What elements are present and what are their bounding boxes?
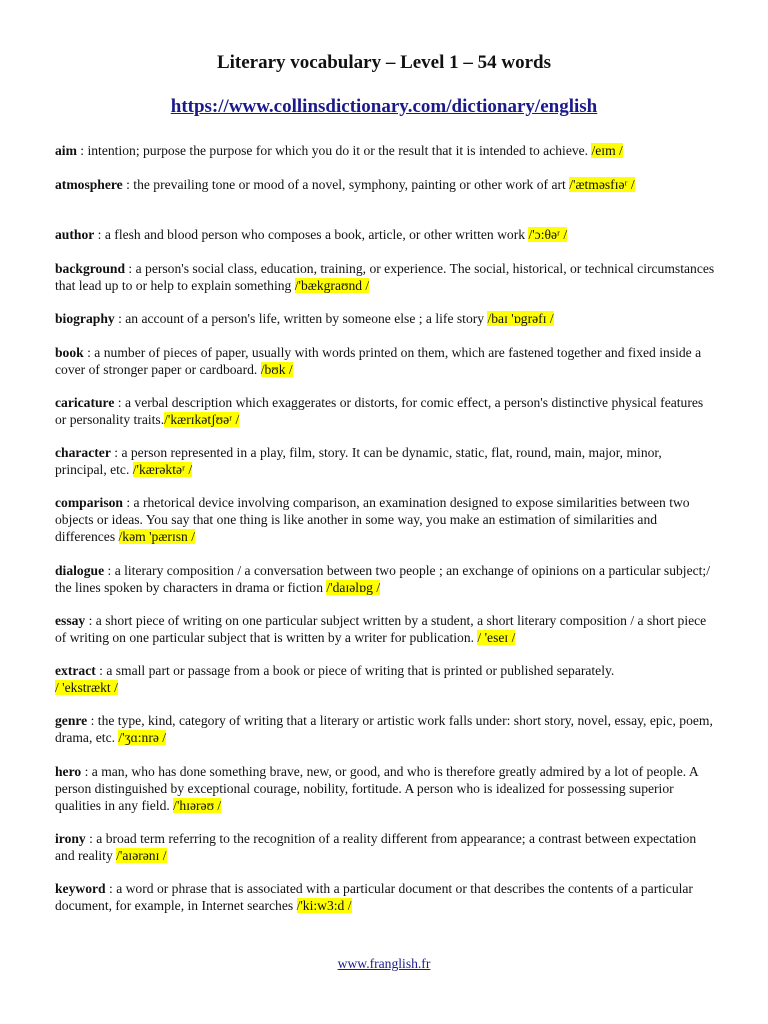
entry-term: comparison — [55, 495, 123, 510]
entry-dialogue — [55, 562, 715, 596]
entry-irony — [55, 830, 715, 864]
dictionary-link-line — [0, 96, 768, 118]
entry-separator: : — [122, 177, 134, 192]
entry-term: character — [55, 445, 111, 460]
entry-separator: : — [76, 143, 88, 158]
entry-term: biography — [55, 311, 115, 326]
entry-term: extract — [55, 663, 96, 678]
entry-definition: the prevailing tone or mood of a novel, symphony, painting or other work of art — [133, 177, 570, 192]
entry-book — [55, 344, 715, 378]
entry-phonetic: /'ætməsfɪəʳ / — [569, 177, 635, 192]
entry-definition: a flesh and blood person who composes a book, article, or other written work — [104, 227, 529, 242]
entry-term: essay — [55, 613, 86, 628]
entry-separator: : — [95, 663, 107, 678]
entry-essay — [55, 612, 715, 646]
entry-definition: a small part or passage from a book or piece of writing that is printed or published separately. — [106, 663, 615, 678]
entry-atmosphere — [55, 176, 715, 193]
entry-separator: : — [104, 563, 115, 578]
entry-term: author — [55, 227, 95, 242]
entry-phonetic: /'daɪəlɒg / — [326, 580, 381, 595]
entry-background — [55, 260, 715, 294]
entry-definition: a broad term referring to the recognition of a reality different from appearance; a contrast between expectation and reality — [55, 831, 697, 863]
entry-phonetic: /'bækgraʊnd / — [294, 278, 370, 293]
entry-definition: the type, kind, category of writing that a literary or artistic work falls under: short story, novel, essay, epic, poem, drama, etc. — [55, 713, 713, 745]
entry-author — [55, 226, 715, 243]
entry-character — [55, 444, 715, 478]
entry-phonetic: /'ki:w3:d / — [296, 898, 352, 913]
entry-definition: a man, who has done something brave, new, or good, and who is therefore greatly admired by a lot of people. A person distinguished by exceptional courage, nobility, fortitude. A person who is idealized for possessing superior qualities in any field. — [55, 764, 698, 813]
entry-phonetic: /bʊk / — [260, 362, 293, 377]
entry-separator: : — [110, 445, 122, 460]
entry-term: hero — [55, 764, 82, 779]
entry-term: irony — [55, 831, 86, 846]
entry-phonetic: /'hɪərəʊ / — [173, 798, 222, 813]
entry-definition: intention; purpose the purpose for which you do it or the result that it is intended to achieve. — [87, 143, 592, 158]
entry-term: book — [55, 345, 84, 360]
entry-term: caricature — [55, 395, 115, 410]
entry-phonetic: / 'eseɪ / — [477, 630, 516, 645]
entry-term: background — [55, 261, 126, 276]
entry-term: dialogue — [55, 563, 105, 578]
entry-phonetic: /'aɪərənɪ / — [116, 848, 167, 863]
entry-separator: : — [83, 345, 95, 360]
entry-separator: : — [114, 395, 125, 410]
entry-term: keyword — [55, 881, 106, 896]
entry-comparison — [55, 494, 715, 545]
entry-phonetic: /'ɔ:θəʳ / — [528, 227, 568, 242]
dictionary-link[interactable]: https://www.collinsdictionary.com/dictionary/english — [170, 96, 598, 117]
entry-biography — [55, 310, 715, 327]
entry-separator: : — [105, 881, 117, 896]
entry-keyword — [55, 880, 715, 914]
entry-term: genre — [55, 713, 88, 728]
entry-separator: : — [122, 495, 134, 510]
entry-phonetic: /'kærəktəʳ / — [132, 462, 193, 477]
entry-separator: : — [85, 831, 97, 846]
entry-term: aim — [55, 143, 77, 158]
entry-definition: a rhetorical device involving comparison, an examination designed to expose similarities between two objects or ideas. You say that one thing is like another in some way, you make an estimation of similarities and differences — [55, 495, 690, 544]
entry-genre — [55, 712, 715, 746]
entry-separator: : — [125, 261, 136, 276]
entry-phonetic: /kəm 'pærɪsn / — [118, 529, 195, 544]
entry-caricature — [55, 394, 715, 428]
entry-phonetic: /baɪ 'ɒgrəfɪ / — [487, 311, 554, 326]
entry-definition: a literary composition / a conversation between two people ; an exchange of opinions on a particular subject;/ the lines spoken by characters in drama or fiction — [55, 563, 710, 595]
entry-hero — [55, 763, 715, 814]
entry-phonetic: /'kærɪkətʃʊəʳ / — [164, 412, 240, 427]
entry-definition: a person represented in a play, film, story. It can be dynamic, static, flat, round, main, major, minor, principal, etc. — [55, 445, 662, 477]
entry-definition: a number of pieces of paper, usually with words printed on them, which are fastened together and fixed inside a cover of stronger paper or cardboard. — [55, 345, 702, 377]
entry-term: atmosphere — [55, 177, 123, 192]
entry-definition: a person's social class, education, training, or experience. The social, historical, or technical circumstances that lead up to or help to explain something — [55, 261, 715, 293]
entry-separator: : — [114, 311, 126, 326]
entry-separator: : — [81, 764, 92, 779]
entry-separator: : — [87, 713, 98, 728]
entry-definition: a word or phrase that is associated with a particular document or that describes the contents of a particular document, for example, in Internet searches — [55, 881, 693, 913]
entry-extract — [55, 662, 715, 696]
entry-separator: : — [85, 613, 96, 628]
entry-phonetic: /eɪm / — [591, 143, 623, 158]
page-title: Literary vocabulary – Level 1 – 54 words — [216, 52, 552, 73]
footer — [0, 956, 768, 972]
entry-separator: : — [94, 227, 105, 242]
footer-link[interactable]: www.franglish.fr — [337, 956, 431, 971]
entry-definition: an account of a person's life, written by someone else ; a life story — [125, 311, 488, 326]
entry-aim — [55, 142, 715, 159]
entry-definition: a verbal description which exaggerates or distorts, for comic effect, a person's distinctive physical features or personality traits. — [55, 395, 704, 427]
entry-phonetic: /'ʒɑ:nrə / — [118, 730, 167, 745]
entry-phonetic: / 'ekstrækt / — [55, 680, 118, 695]
entry-definition: a short piece of writing on one particular subject written by a student, a short literary composition / a short piece of writing on one particular subject that is written by a writer for publication. — [55, 613, 707, 645]
